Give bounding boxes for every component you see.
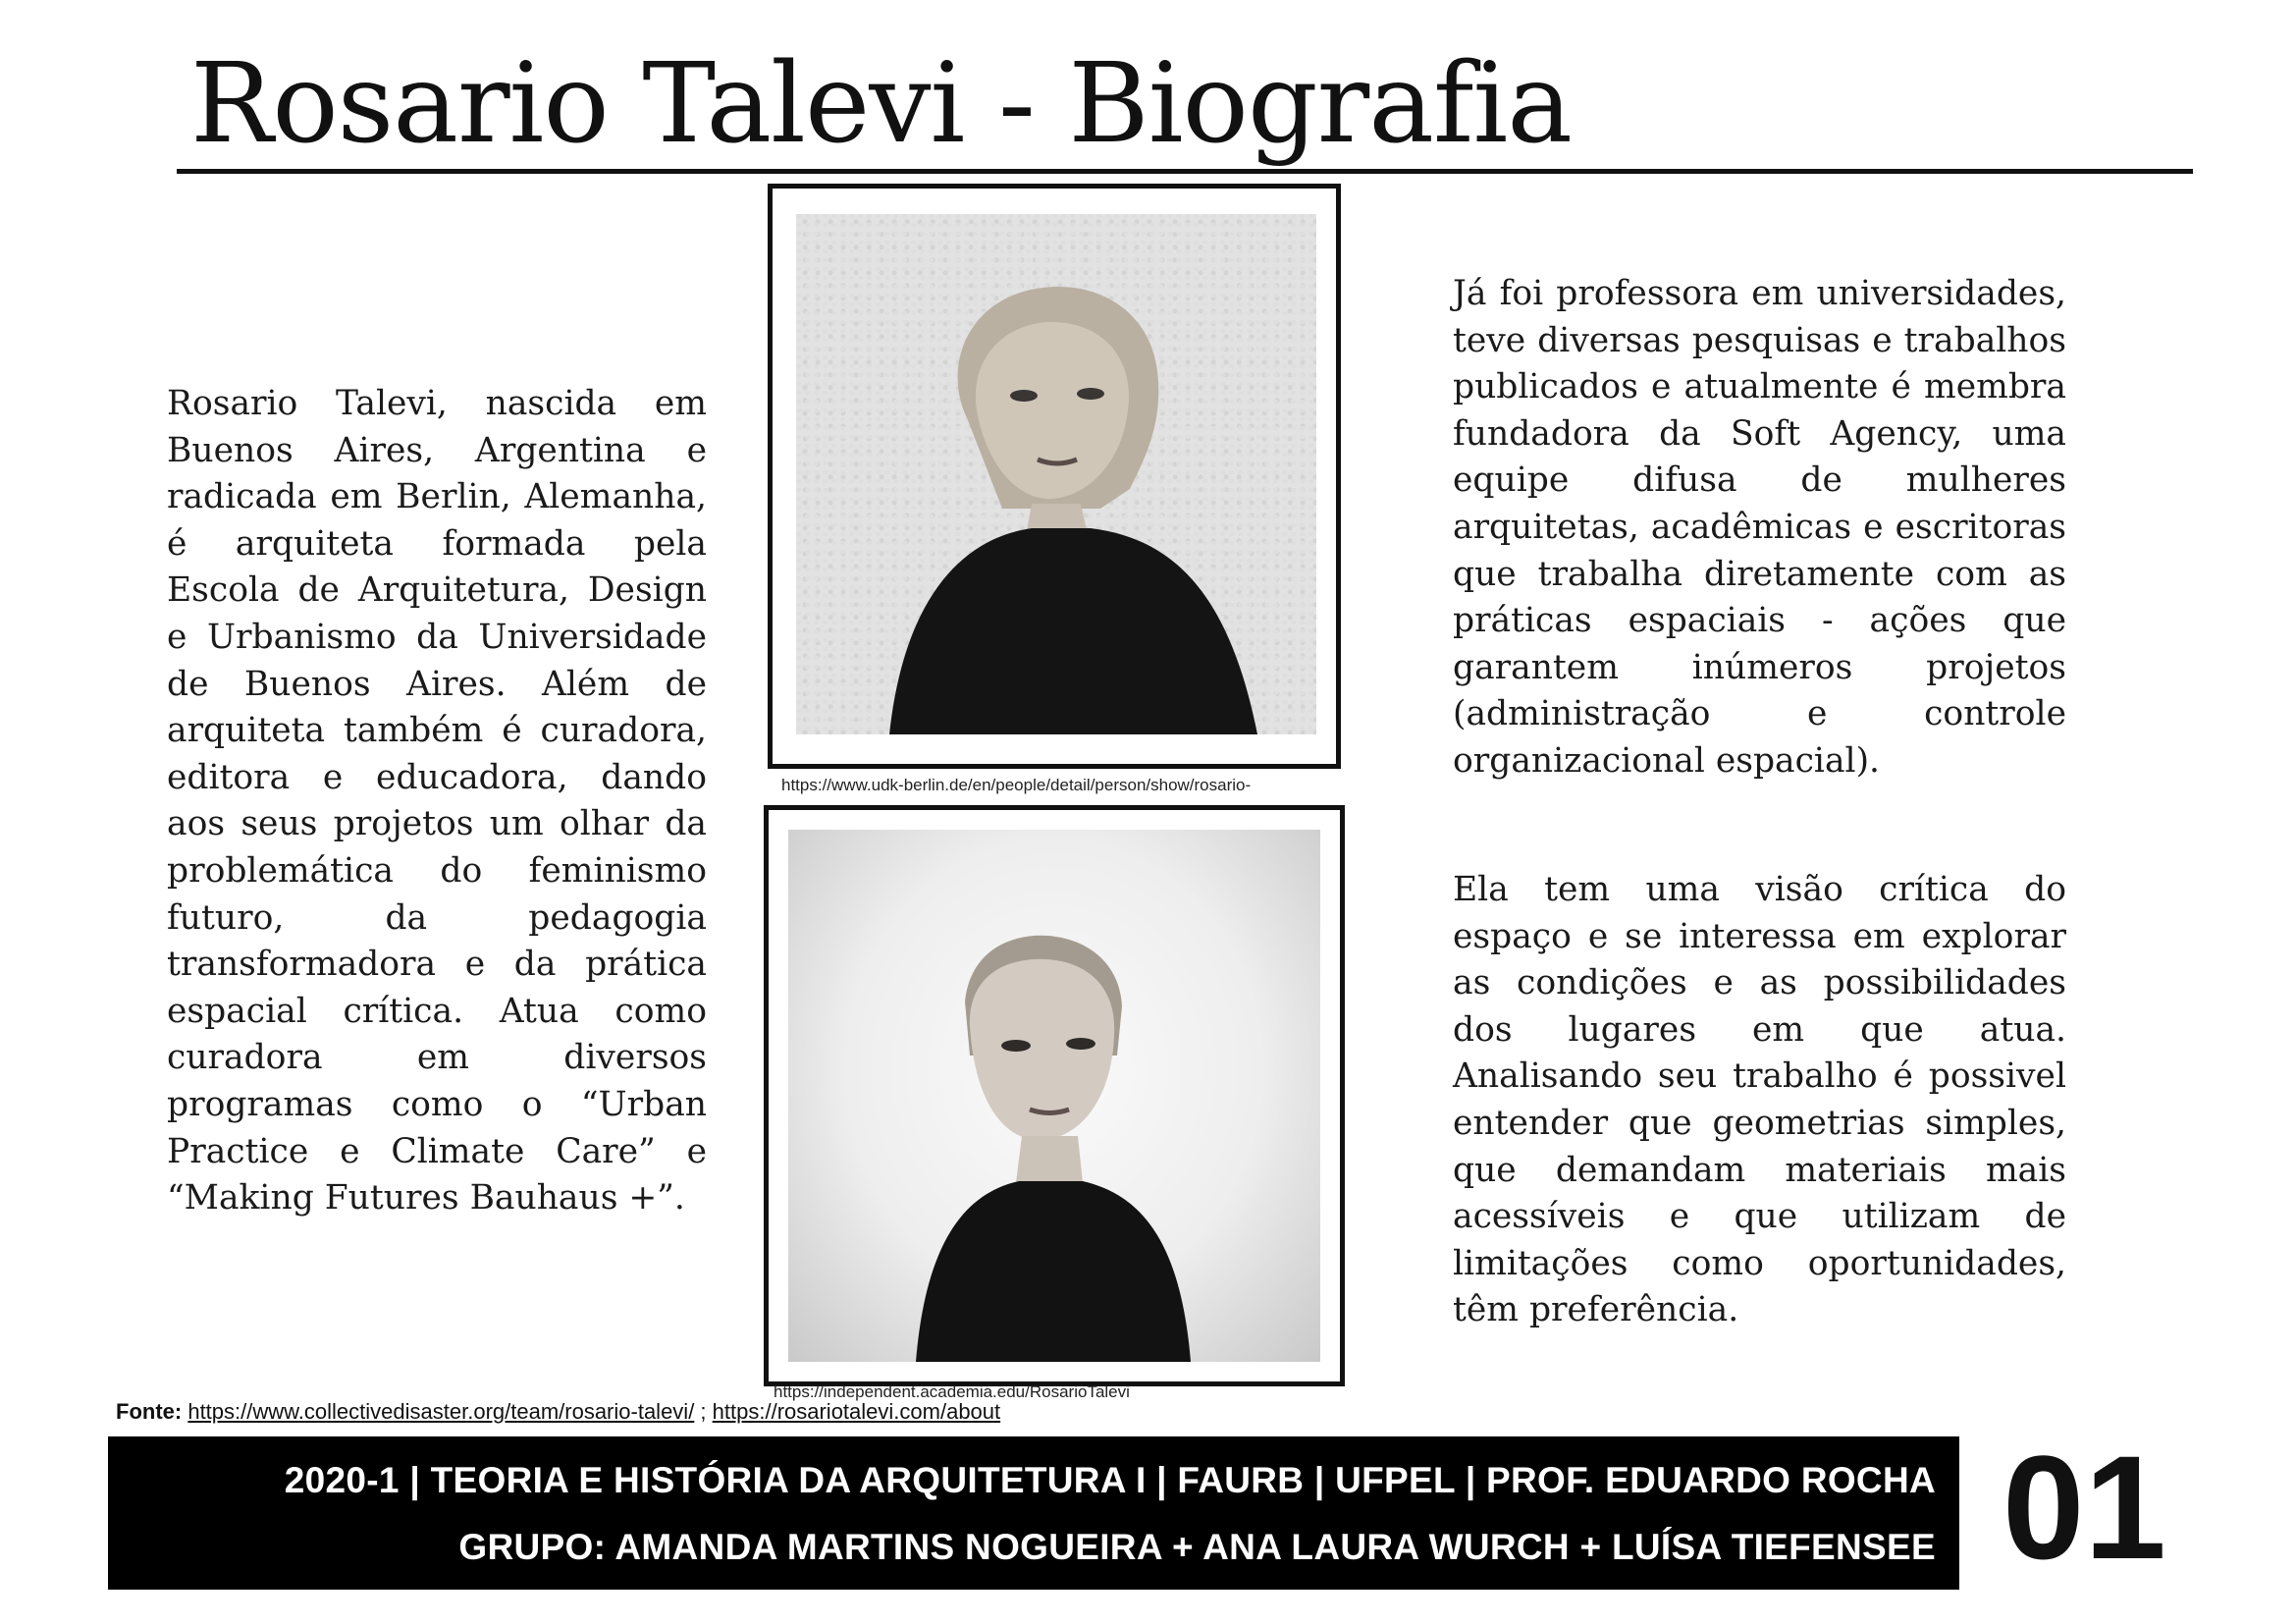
- portrait-photo-frame-2: [764, 805, 1345, 1386]
- page-title: Rosario Talevi - Biografia: [190, 40, 1573, 168]
- footer-banner: [108, 1436, 1959, 1590]
- portrait-photo-1: [796, 214, 1316, 734]
- portrait-photo-frame-1: [768, 184, 1341, 769]
- title-underline: [177, 169, 2193, 174]
- source-line: [116, 1399, 1000, 1425]
- footer-group-line: GRUPO: AMANDA MARTINS NOGUEIRA + ANA LAURA WURCH + LUÍSA TIEFENSEE: [458, 1527, 1936, 1567]
- source-separator: ;: [694, 1399, 713, 1424]
- source-link-collectivedisaster[interactable]: https://www.collectivedisaster.org/team/rosario-talevi/: [187, 1399, 695, 1424]
- source-label: Fonte:: [116, 1399, 183, 1424]
- source-link-rosariotalevi[interactable]: https://rosariotalevi.com/about: [712, 1399, 1001, 1424]
- biography-paragraph-left: Rosario Talevi, nascida em Buenos Aires, Argentina e radicada em Berlin, Alemanha, é arquiteta formada pela Escola de Arquitetura, Design e Urbanismo da Universidade de Buenos Aires. Além de arquiteta também é curadora, editora e educadora, dando aos seus projetos um olhar da problemática do feminismo futuro, da pedagogia transformadora e da prática espacial crítica. Atua como curadora em diversos programas como o “Urban Practice e Climate Care” e “Making Futures Bauhaus +”.: [167, 384, 707, 1218]
- photo-1-source-caption: https://www.udk-berlin.de/en/people/detail/person/show/rosario-: [781, 776, 1252, 794]
- biography-paragraph-right-2: Ela tem uma visão crítica do espaço e se interessa em explorar as condições e as possibilidades dos lugares em que atua. Analisando seu trabalho é possivel entender que geometrias simples, que demandam materiais mais acessíveis e que utilizam de limitações como oportunidades, têm preferência.: [1453, 870, 2066, 1330]
- portrait-photo-2: [788, 830, 1320, 1362]
- footer-course-line: 2020-1 | TEORIA E HISTÓRIA DA ARQUITETURA I | FAURB | UFPEL | PROF. EDUARDO ROCHA: [284, 1460, 1936, 1500]
- biography-paragraph-right-1: Já foi professora em universidades, teve diversas pesquisas e trabalhos publicados e atualmente é membra fundadora da Soft Agency, uma equipe difusa de mulheres arquitetas, acadêmicas e escritoras que trabalha diretamente com as práticas espaciais - ações que garantem inúmeros projetos (administração e controle organizacional espacial).: [1453, 274, 2066, 781]
- photo-2-source-caption: https://independent.academia.edu/RosarioTalevi: [774, 1382, 1130, 1401]
- page-number: 01: [2002, 1425, 2166, 1590]
